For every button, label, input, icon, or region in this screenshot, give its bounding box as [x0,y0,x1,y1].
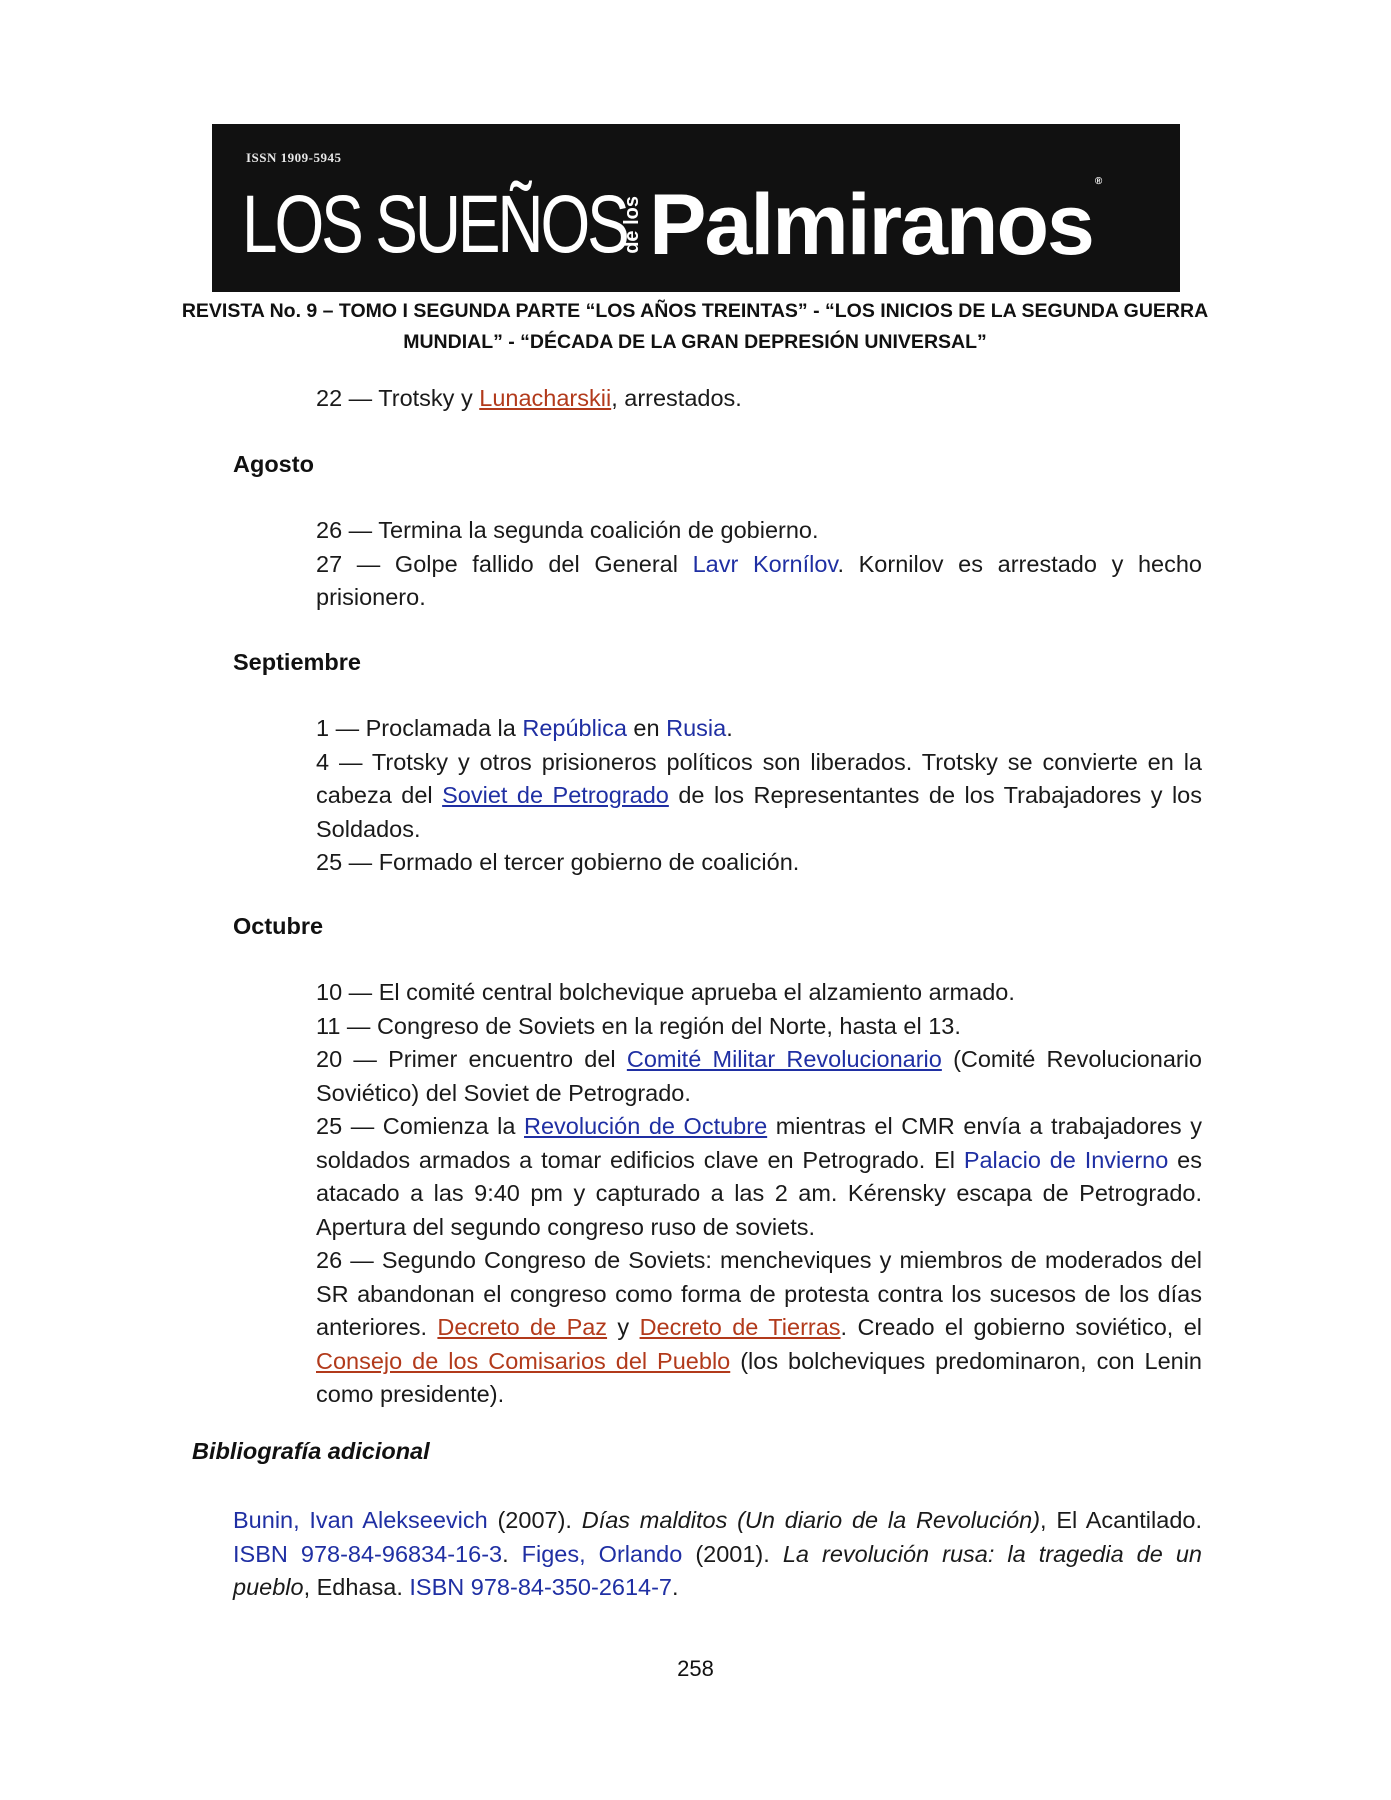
heading-bibliografia: Bibliografía adicional [192,1438,430,1464]
link-decreto-paz[interactable]: Decreto de Paz [437,1314,608,1340]
link-figes[interactable]: Figes, Orlando [521,1540,683,1567]
heading-agosto: Agosto [233,451,314,477]
bibliography-entry [233,1504,1202,1605]
link-revolucion-octubre[interactable]: Revolución de Octubre [524,1113,768,1139]
issue-subtitle [170,296,1220,358]
link-decreto-tierras[interactable]: Decreto de Tierras [639,1314,841,1340]
text: . Kornilov es arrestado y hecho prisionero. [316,550,1203,610]
event-octubre-25 [316,1110,1202,1244]
text: (los bolcheviques predominaron, con Lenin como presidente). [316,1347,1202,1407]
title-palmiranos-text: Palmiranos [649,176,1093,273]
journal-banner [212,124,1180,292]
title-de-los: de los [621,196,644,254]
link-isbn-1[interactable]: ISBN 978-84-96834-16-3 [233,1540,503,1567]
text: 27 — Golpe fallido del General [316,550,693,577]
event-septiembre-4 [316,746,1202,847]
journal-title [242,170,1150,280]
text: . [726,715,733,741]
text: en [626,715,667,741]
octubre-events [316,976,1202,1412]
text: mientras el CMR envía a trabajadores y soldados armados a tomar edificios clave en Petrogrado. El [316,1113,1203,1173]
link-republica[interactable]: República [522,715,627,741]
link-consejo-comisarios[interactable]: Consejo de los Comisarios del Pueblo [316,1347,731,1374]
link-lavr-kornilov[interactable]: Lavr Kornílov [692,550,838,577]
text: , El Acantilado. [1040,1507,1202,1533]
heading-octubre: Octubre [233,913,324,939]
subtitle-line-1: REVISTA No. 9 – TOMO I SEGUNDA PARTE “LOS AÑOS TREINTAS” - “LOS INICIOS DE LA SEGUNDA GUERRA [181,300,1209,322]
book-title-dias-malditos: Días malditos (Un diario de la Revolución) [581,1507,1041,1533]
text: de los Representantes de los Trabajadores y los Soldados. [316,782,1202,842]
event-julio-22 [316,382,1202,416]
link-palacio-invierno[interactable]: Palacio de Invierno [963,1146,1169,1173]
link-isbn-2[interactable]: ISBN 978-84-350-2614-7 [409,1574,672,1600]
text: , arrestados. [611,385,742,411]
link-comite-militar-revolucionario[interactable]: Comité Militar Revolucionario [626,1046,942,1072]
subtitle-line-2: MUNDIAL” - “DÉCADA DE LA GRAN DEPRESIÓN UNIVERSAL” [403,331,987,353]
text: 1 — Proclamada la [316,715,523,741]
text: (Comité Revolucionario Soviético) del Soviet de Petrogrado. [316,1046,1202,1106]
agosto-events [316,514,1202,615]
septiembre-events [316,712,1202,880]
event-septiembre-25: 25 — Formado el tercer gobierno de coalición. [316,849,800,875]
link-rusia[interactable]: Rusia [666,715,727,741]
text: 20 — Primer encuentro del [316,1046,627,1072]
event-octubre-26 [316,1244,1202,1412]
page-number: 258 [677,1656,714,1681]
link-soviet-petrogrado[interactable]: Soviet de Petrogrado [442,782,669,808]
event-octubre-20 [316,1043,1202,1110]
issn-label: ISSN 1909-5945 [246,150,342,165]
text: y [607,1314,640,1340]
registered-mark: ® [1094,175,1101,187]
text: (2001). [682,1540,783,1567]
link-bunin[interactable]: Bunin, Ivan Alekseevich [233,1507,488,1533]
text: 22 — Trotsky y [316,385,480,411]
event-octubre-11: 11 — Congreso de Soviets en la región del Norte, hasta el 13. [316,1012,961,1039]
text: es atacado a las 9:40 pm y capturado a las 2 am. Kérensky escapa de Petrogrado. Apertura del segundo congreso ruso de soviets. [316,1146,1202,1240]
text: . [502,1540,522,1567]
link-lunacharskii[interactable]: Lunacharskii [479,385,612,411]
text: 4 — Trotsky y otros prisioneros políticos son liberados. Trotsky se convierte en la cabeza del [316,748,1202,808]
text: . Creado el gobierno soviético, el [840,1314,1202,1340]
text: . [672,1574,679,1600]
event-septiembre-1 [316,712,1202,746]
text: (2007). [487,1507,582,1533]
event-agosto-27 [316,548,1202,615]
text: 25 — Comienza la [316,1113,525,1139]
title-palmiranos [649,176,1100,275]
event-octubre-10: 10 — El comité central bolchevique aprueba el alzamiento armado. [316,979,1015,1005]
book-title-revolucion-rusa: La revolución rusa: la tragedia de un pueblo [233,1540,1202,1600]
text: , Edhasa. [303,1574,410,1600]
event-agosto-26: 26 — Termina la segunda coalición de gobierno. [316,517,819,543]
title-los-suenos: LOS SUEÑOS [242,179,627,270]
heading-septiembre: Septiembre [233,649,361,675]
text: 26 — Segundo Congreso de Soviets: mencheviques y miembros de moderados del SR abandonan el congreso como forma de protesta contra los sucesos de los días anteriores. [316,1247,1202,1340]
